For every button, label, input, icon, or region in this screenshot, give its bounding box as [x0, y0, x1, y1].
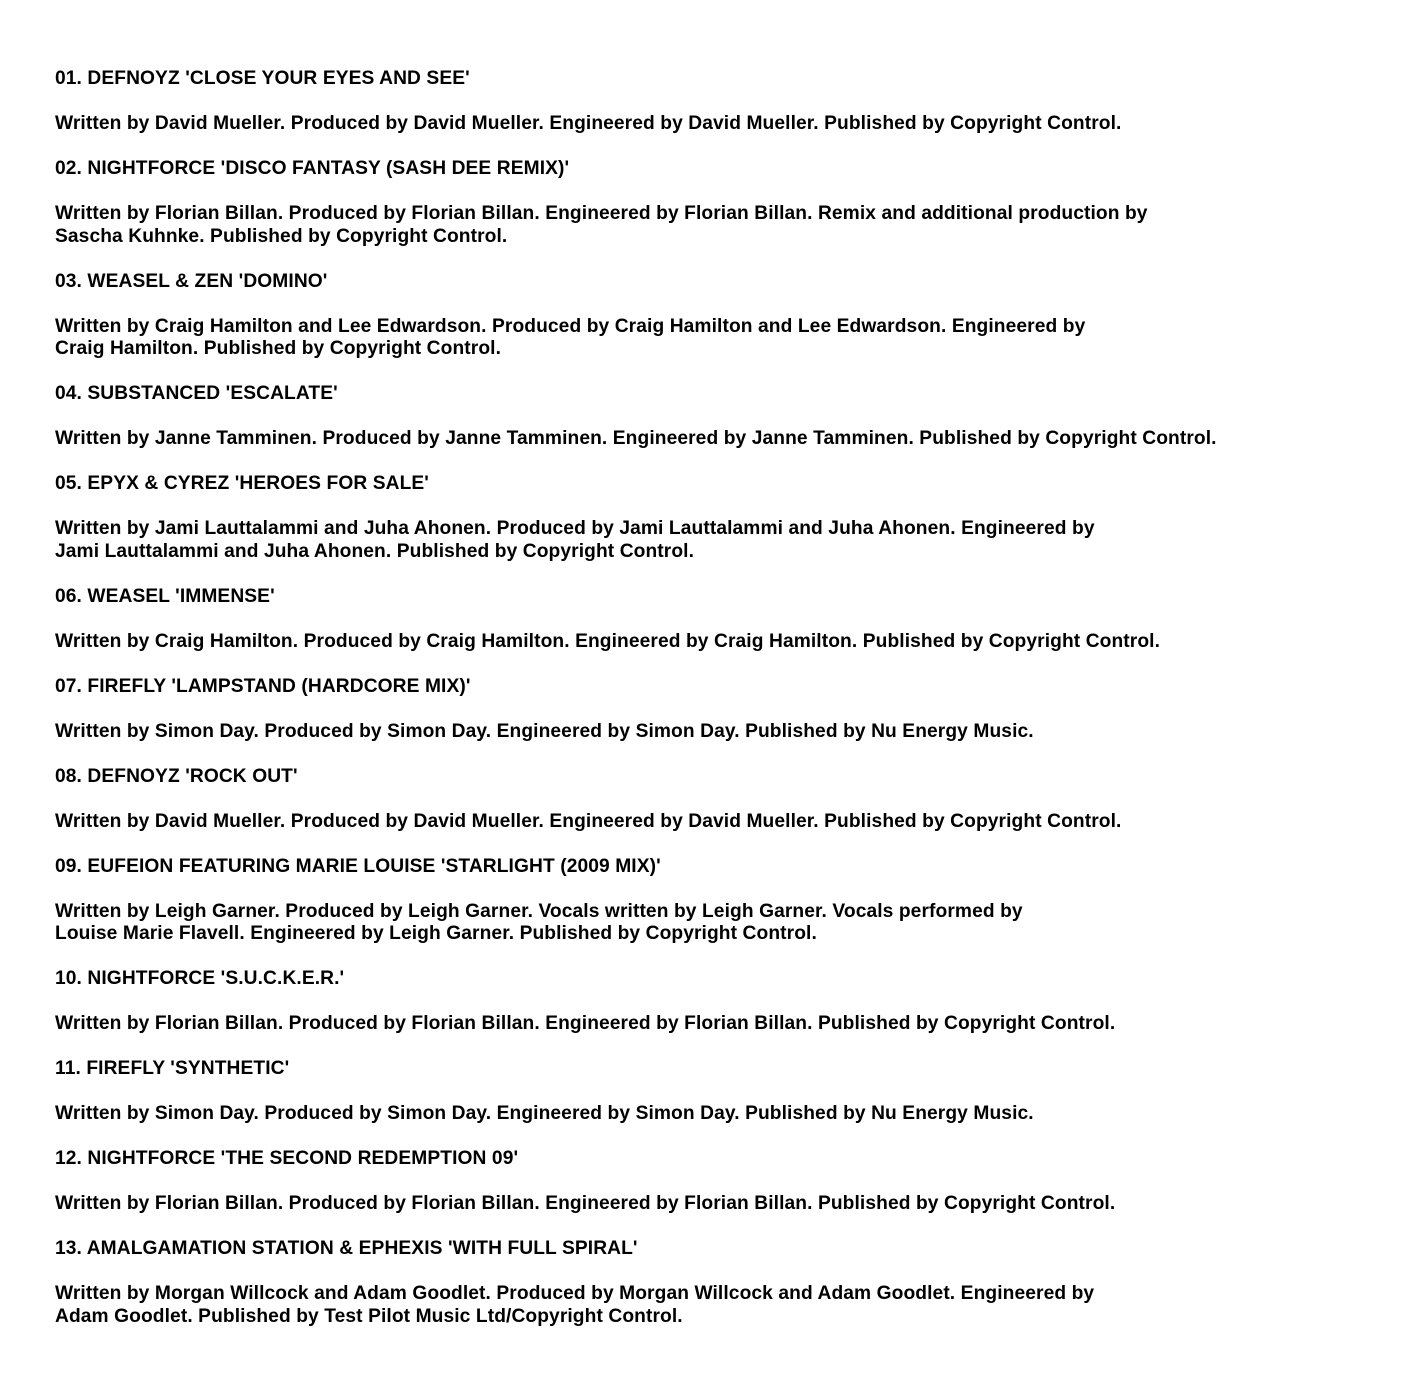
track-title: 01. DEFNOYZ 'CLOSE YOUR EYES AND SEE' [55, 68, 470, 89]
track-credits [55, 631, 1420, 654]
credit-line: Craig Hamilton. Published by Copyright Control. [55, 338, 502, 359]
track-entry [55, 586, 1420, 654]
track-entry [55, 158, 1420, 248]
track-credits [55, 721, 1420, 744]
track-title: 02. NIGHTFORCE 'DISCO FANTASY (SASH DEE REMIX)' [55, 158, 570, 179]
credit-line: Written by Jami Lauttalammi and Juha Ahonen. Produced by Jami Lauttalammi and Juha Ahonen. Engineered by [55, 518, 1095, 539]
track-credits [55, 1103, 1420, 1126]
credit-line: Written by David Mueller. Produced by David Mueller. Engineered by David Mueller. Published by Copyright Control. [55, 810, 1122, 832]
credit-line: Written by Florian Billan. Produced by Florian Billan. Engineered by Florian Billan. Published by Copyright Control. [55, 1013, 1116, 1034]
track-credits [55, 1283, 1420, 1328]
track-entry [55, 766, 1420, 834]
track-entry [55, 856, 1420, 946]
track-list [55, 68, 1420, 1351]
track-title: 07. FIREFLY 'LAMPSTAND (HARDCORE MIX)' [55, 675, 471, 697]
track-title: 05. EPYX & CYREZ 'HEROES FOR SALE' [55, 473, 429, 494]
track-credits [55, 901, 1420, 946]
track-title: 12. NIGHTFORCE 'THE SECOND REDEMPTION 09' [55, 1148, 519, 1169]
credit-line: Written by Florian Billan. Produced by Florian Billan. Engineered by Florian Billan. Published by Copyright Control. [55, 1193, 1116, 1214]
track-title: 04. SUBSTANCED 'ESCALATE' [55, 383, 338, 404]
track-credits [55, 113, 1420, 136]
track-entry [55, 968, 1420, 1036]
track-title: 06. WEASEL 'IMMENSE' [55, 585, 275, 607]
credit-line: Written by Craig Hamilton and Lee Edwardson. Produced by Craig Hamilton and Lee Edwardson. Engineered by [55, 315, 1086, 337]
credit-line: Written by Janne Tamminen. Produced by Janne Tamminen. Engineered by Janne Tamminen. Published by Copyright Control. [55, 428, 1217, 449]
credit-line: Written by David Mueller. Produced by David Mueller. Engineered by David Mueller. Published by Copyright Control. [55, 113, 1122, 134]
credit-line: Louise Marie Flavell. Engineered by Leigh Garner. Published by Copyright Control. [55, 923, 817, 944]
credit-line: Written by Florian Billan. Produced by Florian Billan. Engineered by Florian Billan. Remix and additional production by [55, 203, 1148, 224]
track-entry [55, 271, 1420, 361]
track-credits [55, 1013, 1420, 1036]
track-credits [55, 428, 1420, 451]
credit-line: Written by Morgan Willcock and Adam Goodlet. Produced by Morgan Willcock and Adam Goodlet. Engineered by [55, 1283, 1095, 1304]
track-entry [55, 1238, 1420, 1328]
track-title: 10. NIGHTFORCE 'S.U.C.K.E.R.' [55, 968, 345, 989]
track-entry [55, 1058, 1420, 1126]
track-entry [55, 383, 1420, 451]
credit-line: Jami Lauttalammi and Juha Ahonen. Published by Copyright Control. [55, 540, 695, 562]
track-credits [55, 811, 1420, 834]
credit-line: Written by Leigh Garner. Produced by Leigh Garner. Vocals written by Leigh Garner. Vocals performed by [55, 900, 1023, 922]
track-credits [55, 518, 1420, 563]
credit-line: Written by Simon Day. Produced by Simon Day. Engineered by Simon Day. Published by Nu Energy Music. [55, 1103, 1034, 1124]
credit-line: Sascha Kuhnke. Published by Copyright Control. [55, 225, 508, 247]
track-credits [55, 203, 1420, 248]
track-credits [55, 1193, 1420, 1216]
track-entry [55, 473, 1420, 563]
track-title: 03. WEASEL & ZEN 'DOMINO' [55, 270, 328, 292]
track-title: 08. DEFNOYZ 'ROCK OUT' [55, 765, 298, 787]
credit-line: Adam Goodlet. Published by Test Pilot Music Ltd/Copyright Control. [55, 1305, 683, 1327]
track-title: 09. EUFEION FEATURING MARIE LOUISE 'STARLIGHT (2009 MIX)' [55, 855, 661, 877]
credit-line: Written by Simon Day. Produced by Simon Day. Engineered by Simon Day. Published by Nu Energy Music. [55, 720, 1034, 742]
credit-line: Written by Craig Hamilton. Produced by Craig Hamilton. Engineered by Craig Hamilton. Published by Copyright Control. [55, 630, 1161, 652]
track-entry [55, 68, 1420, 136]
track-entry [55, 676, 1420, 744]
track-credits [55, 316, 1420, 361]
track-entry [55, 1148, 1420, 1216]
track-title: 11. FIREFLY 'SYNTHETIC' [55, 1058, 290, 1079]
track-title: 13. AMALGAMATION STATION & EPHEXIS 'WITH FULL SPIRAL' [55, 1238, 638, 1259]
